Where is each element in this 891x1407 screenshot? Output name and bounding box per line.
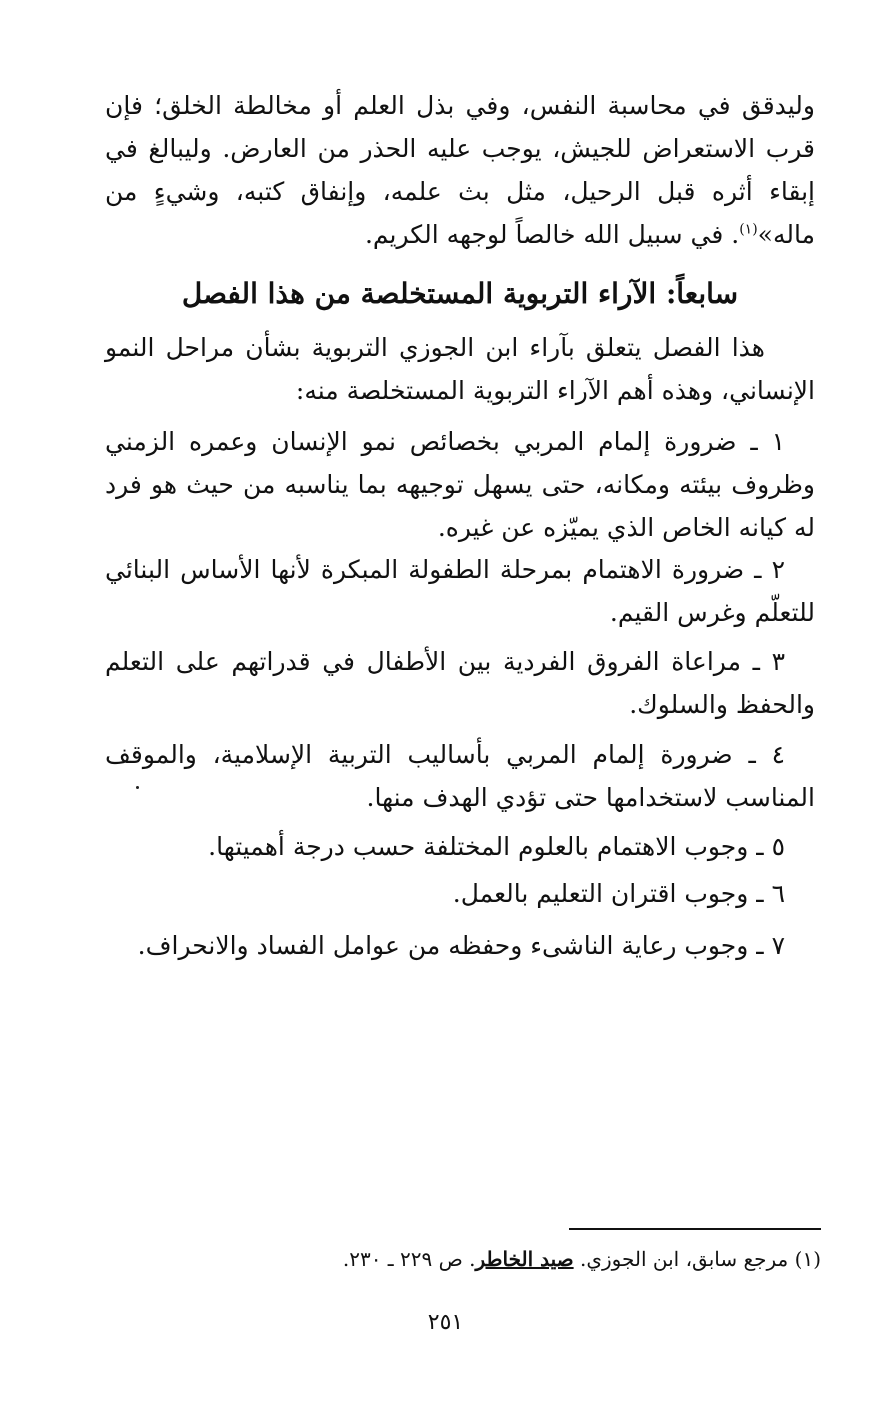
list-item-3: ٣ ـ مراعاة الفروق الفردية بين الأطفال في قدراتهم على التعلم والحفظ والسلوك. [105,647,815,719]
opening-paragraph-text: وليدقق في محاسبة النفس، وفي بذل العلم أو مخالطة الخلق؛ فإن قرب الاستعراض للجيش، يوجب عليه الحذر من العارض. وليبالغ في إبقاء أثره قبل الرحيل، مثل بث علمه، وإنفاق كتبه، وشيءٍ من ماله» [105,91,815,249]
footnote-source: مرجع سابق، ابن الجوزي. [579,1247,789,1271]
page-number: ٢٥١ [427,1310,464,1335]
list-item-7: ٧ ـ وجوب رعاية الناشىء وحفظه من عوامل الفساد والانحراف. [137,931,785,960]
footnote [121,1242,821,1276]
opening-paragraph-tail: . في سبيل الله خالصاً لوجهه الكريم. [364,220,740,249]
section-intro: هذا الفصل يتعلق بآراء ابن الجوزي التربوية بشأن مراحل النمو الإنساني، وهذه أهم الآراء التربوية المستخلصة منه: [105,333,815,405]
list-item-2: ٢ ـ ضرورة الاهتمام بمرحلة الطفولة المبكرة لأنها الأساس البنائي للتعلّم وغرس القيم. [105,555,815,627]
footnote-divider [569,1228,821,1230]
opening-paragraph [105,84,815,256]
footnote-reference[interactable]: (١) [739,221,758,238]
list-item-1: ١ ـ ضرورة إلمام المربي بخصائص نمو الإنسان وعمره الزمني وظروف بيئته ومكانه، حتى يسهل توجيهه بما يناسبه من حيث هو فرد له كيانه الخاص الذي يميّزه عن غيره. [105,427,815,542]
footnote-book-title: صيد الخاطر [475,1247,574,1271]
list-item-5: ٥ ـ وجوب الاهتمام بالعلوم المختلفة حسب درجة أهميتها. [208,832,785,861]
footnote-marker: (١) [794,1247,821,1271]
footnote-pages: . ص ٢٢٩ ـ ٢٣٠. [342,1247,476,1271]
section-heading: سابعاً: الآراء التربوية المستخلصة من هذا الفصل [181,277,739,310]
scan-speck [136,786,139,789]
list-item-4: ٤ ـ ضرورة إلمام المربي بأساليب التربية الإسلامية، والموقف المناسب لاستخدامها حتى تؤدي الهدف منها. [105,740,815,812]
list-item-6: ٦ ـ وجوب اقتران التعليم بالعمل. [452,879,785,908]
